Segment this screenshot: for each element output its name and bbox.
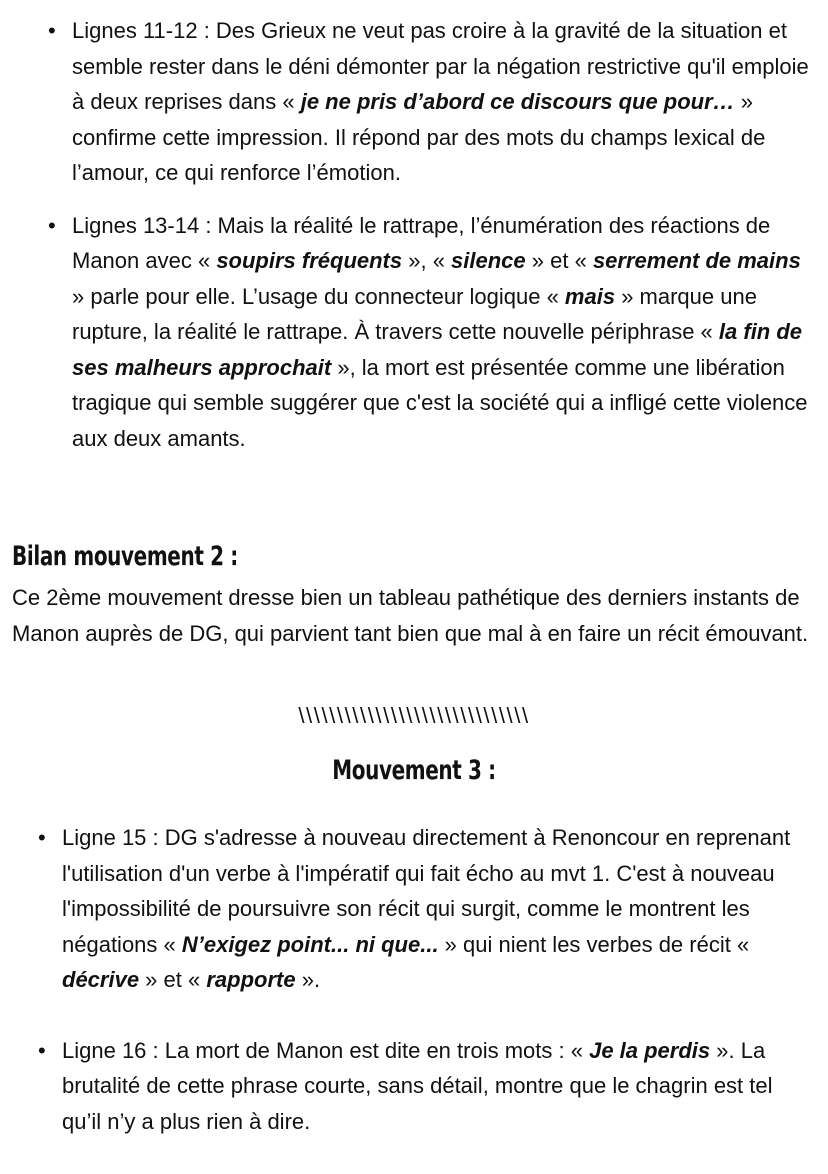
text-segment: », « bbox=[402, 248, 452, 273]
text-segment: », la mort est présentée comme une libération tragique qui semble suggérer que c'est la société qui a infligé cette violence aux deux amants. bbox=[72, 354, 808, 451]
text-segment: ». La brutalité de cette phrase courte, sans détail, montre que le chagrin est tel qu’il n’y a plus rien à dire. bbox=[62, 1037, 773, 1134]
movement-3-heading: Mouvement 3 : bbox=[332, 755, 496, 786]
text-segment: » marque une rupture, la réalité le rattrape. À travers cette nouvelle périphrase « bbox=[72, 283, 757, 344]
text-segment: » et « bbox=[525, 248, 593, 273]
bilan-heading: Bilan mouvement 2 : bbox=[12, 541, 238, 572]
quote-emphasis: Je la perdis bbox=[589, 1037, 711, 1063]
text-segment: Lignes 11-12 : Des Grieux ne veut pas croire à la gravité de la situation et semble rester dans le déni démonter par la négation restrictive qu'il emploie à deux reprises dans « bbox=[72, 18, 809, 114]
text-segment: Ligne 15 : DG s'adresse à nouveau directement à Renoncour en reprenant l'utilisation d'un verbe à l'impératif qui fait écho au mvt 1. C'est à nouveau l'impossibilité de poursuivre son récit qui surgit, comme le montrent les négations « bbox=[62, 825, 791, 957]
movement-2-bullet-list bbox=[72, 13, 812, 473]
movement-3-bullet-list bbox=[62, 820, 816, 1174]
text-segment: ». bbox=[295, 967, 321, 992]
quote-emphasis: rapporte bbox=[206, 967, 296, 992]
text-segment: » et « bbox=[139, 967, 207, 992]
quote-emphasis: silence bbox=[451, 248, 526, 273]
text-segment: Ligne 16 : La mort de Manon est dite en trois mots : « bbox=[62, 1037, 590, 1063]
quote-emphasis: serrement de mains bbox=[592, 248, 801, 273]
bilan-paragraph: Ce 2ème mouvement dresse bien un tableau pathétique des derniers instants de Manon auprès de DG, qui parvient tant bien que mal à en faire un récit émouvant. bbox=[12, 585, 809, 646]
quote-emphasis: N’exigez point... ni que... bbox=[181, 931, 439, 957]
bullet-ligne-15 bbox=[62, 820, 816, 998]
text-segment: » qui nient les verbes de récit « bbox=[438, 931, 750, 957]
quote-emphasis: je ne pris d’abord ce discours que pour… bbox=[300, 89, 735, 114]
text-segment: » parle pour elle. L’usage du connecteur logique « bbox=[72, 283, 565, 309]
quote-emphasis: la fin de ses malheurs approchait bbox=[72, 319, 803, 380]
bullet-lignes-11-12 bbox=[72, 13, 812, 191]
quote-emphasis: mais bbox=[564, 283, 616, 309]
quote-emphasis: soupirs fréquents bbox=[216, 248, 403, 273]
bullet-lignes-13-14 bbox=[72, 208, 812, 457]
separator-line: \\\\\\\\\\\\\\\\\\\\\\\\\\\\\\ bbox=[298, 703, 530, 728]
text-segment: Lignes 13-14 : Mais la réalité le rattrape, l’énumération des réactions de Manon avec « bbox=[72, 212, 771, 273]
text-segment: » confirme cette impression. Il répond par des mots du champs lexical de l’amour, ce qui renforce l’émotion. bbox=[72, 89, 766, 185]
quote-emphasis: décrive bbox=[62, 967, 140, 992]
bullet-ligne-16 bbox=[62, 1033, 816, 1140]
